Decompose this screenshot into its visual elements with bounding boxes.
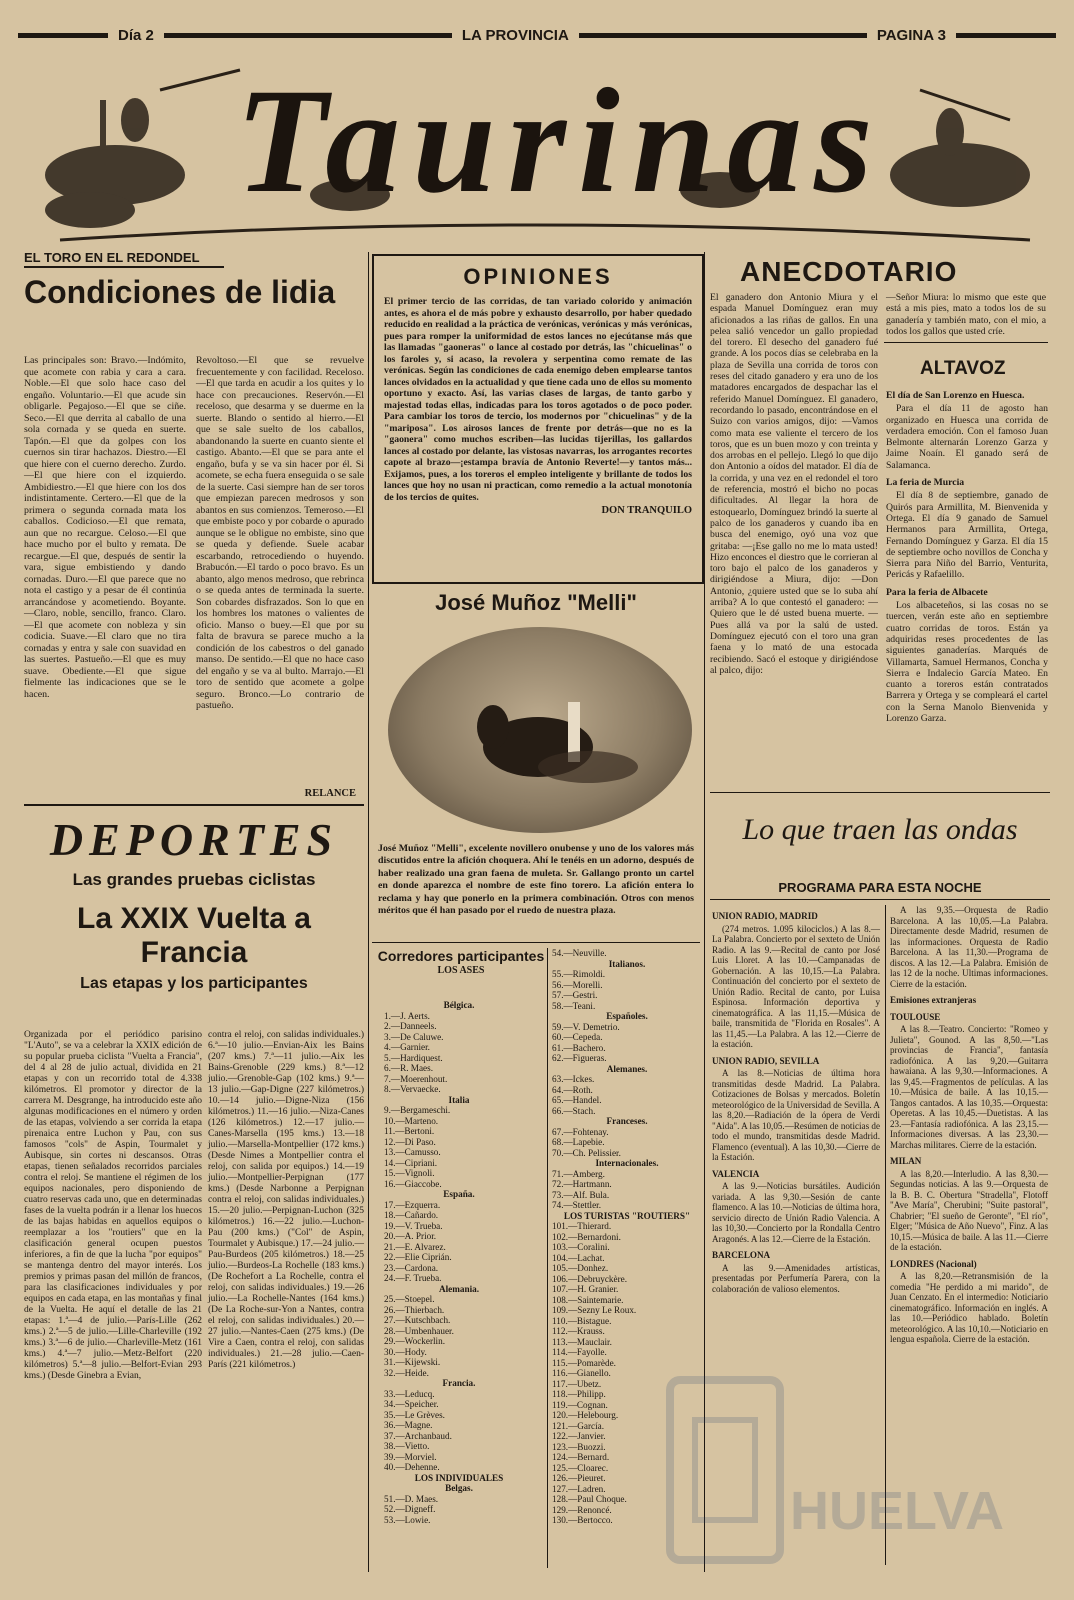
anecdotario-text-right: —Señor Miura: lo mismo que este que está a mis pies, mato a todos los de su ganadería y también mato, con el mio, a todos los gallos que usted críe.: [886, 292, 1046, 337]
rider-entry: 14.—Cipriani.: [384, 1157, 438, 1168]
masthead-rule: [956, 33, 1056, 38]
rider-entry: 61.—Bachero.: [552, 1042, 606, 1053]
rider-entry: Bélgica.: [443, 1000, 475, 1010]
rider-entry: LOS TURISTAS "ROUTIERS": [563, 1210, 691, 1221]
rider-entry: LOS INDIVIDUALES: [414, 1472, 504, 1483]
rider-entry: 26.—Thierbach.: [384, 1304, 445, 1315]
rider-entry: 52.—Digneff.: [384, 1504, 436, 1514]
rider-entry: Belgas.: [445, 1483, 473, 1493]
divider: [372, 942, 700, 943]
rider-entry: 18.—Cañardo.: [384, 1210, 439, 1220]
bullfighter-photo-illustration: [388, 627, 692, 833]
vuelta-text-right: contra el reloj, con salidas individuales.) 6.ª—10 julio.—Envian-Aix les Bains (207 kms.) 7.ª—11 julio.—Aix les Bains-Grenoble (229 kms.) 8.ª—12 julio.—Grenoble-Gap (102 kms.) 9.ª—13 julio.—Gap-Digne (227 kilómetros.) 10.—14 julio.—Digne-Niza (156 kilómetros.) 11.—16 julio.—Niza-Canes (126 kilómetros.) 12.—17 julio.—Canes-Marsella (195 kms.) 13.—18 julio.—Marsella-Montpellier (172 kms.) (Desde Nimes a Montpellier contra el reloj, con salida por equipos.) 14.—19 julio.—Montpellier-Perpignan (177 kms.) (Desde Narbonne a Perpignan contra el reloj, con salidas individuales.) 15.—20 julio.—Perpignan-Luchon (325 kilómetros.) 16.—22 julio.—Luchon-Pau (200 kms.) ("Col" de Aspin, Tourmalet y Aubisque.) 17.—24 julio.—Pau-Burdeos (205 kilómetros.) 18.—25 julio.—Burdeos-La Rochelle (183 kms.) (De Rochefort a La Rochelle, contra el reloj, con salidas individuales.) 19.—26 julio.—La Rochelle-Nantes (164 kms.) (De La Roche-sur-Yon a Nantes, contra el reloj, con salidas individuales.) 20.—27 julio.—Nantes-Caen (275 kms.) (De Vire a Caen, contra el reloj, con salidas individuales.) 21.—28 julio.—Caen-París (221 kilómetros.): [208, 1030, 364, 1370]
rider-entry: 64.—Roth.: [552, 1084, 593, 1095]
rider-entry: 117.—Ubetz.: [552, 1378, 602, 1389]
rider-entry: 33.—Leducq.: [384, 1388, 435, 1399]
rider-entry: 55.—Rimoldi.: [552, 969, 606, 979]
rider-entry: 37.—Archanbaud.: [384, 1430, 452, 1441]
rider-entry: Internacionales.: [595, 1158, 659, 1168]
melli-article: [372, 590, 700, 616]
rider-entry: 114.—Fayolle.: [552, 1347, 607, 1357]
rider-entry: 5.—Hardiquest.: [384, 1052, 443, 1063]
toro-signature: RELANCE: [304, 788, 356, 799]
toro-article: [24, 252, 364, 310]
rider-entry: 28.—Umbenhauer.: [384, 1325, 454, 1336]
section-text: A las 8,20.—Interludio. A las 8,30.—Segundas noticias. A las 9.—Orquesta de la B. B. C. Obertura "Stradella", Flotoff "Ave María", Cherubini; "Suite pastoral", Chabrier; "El sueño de Geronte", "El río", Elger; "Música de Año Nuevo", Finz. A las 10,15.—Música de baile. A las 11.—Cierre de la estación.: [890, 1168, 1048, 1252]
rider-entry: 29.—Wockerlin.: [384, 1336, 446, 1346]
programa-title: PROGRAMA PARA ESTA NOCHE: [778, 880, 982, 895]
rider-entry: 35.—Le Grèves.: [384, 1409, 445, 1420]
rider-entry: 24.—F. Trueba.: [384, 1273, 442, 1283]
section-text: A las 8.—Teatro. Concierto: "Romeo y Julieta", Gounod. A las 8,50.—"Las provincias de Francia", fantasía radiofónica. A las 9,20.—Guitarra hawaiana. A las 9,30.—Informaciones. A las 9,45.—Fragmentos de películas. A las 10.—Música de baile. A las 10,15.—Tangos cantados. A las 10,35.—Orquesta: Operetas. A las 10,45.—Duetistas. A las 23.—Fantasía radiofónica. A las 23,15.—Informaciones diversas. A las 23,30.—Marchas militares. Cierre de la estación.: [890, 1024, 1048, 1150]
rider-entry: 126.—Pieuret.: [552, 1473, 606, 1483]
rider-entry: Italia: [448, 1094, 470, 1105]
rider-entry: 27.—Kutschbach.: [384, 1315, 451, 1325]
rider-entry: Italianos.: [608, 958, 646, 969]
radio-right: [890, 905, 1048, 1345]
rider-entry: España.: [443, 1189, 475, 1199]
radio-left: [712, 905, 880, 1294]
rider-entry: 68.—Lapebie.: [552, 1137, 605, 1147]
rider-entry: Alemanes.: [606, 1063, 648, 1074]
rider-entry: 34.—Speicher.: [384, 1399, 439, 1409]
rider-entry: 38.—Vietto.: [384, 1441, 430, 1451]
rider-entry: 19.—V. Trueba.: [384, 1220, 443, 1231]
masthead-page: PAGINA 3: [876, 26, 946, 44]
deportes-header: [24, 814, 364, 994]
masthead-day: Día 2: [118, 26, 154, 44]
altavoz-title: ALTAVOZ: [920, 358, 1006, 379]
rider-entry: 10.—Marteno.: [384, 1115, 439, 1126]
riders-list-1: [384, 1000, 534, 1525]
rider-entry: 30.—Hody.: [384, 1346, 427, 1357]
rider-entry: 6.—R. Maes.: [384, 1063, 433, 1073]
vuelta-text-left: Organizada por el periódico parisino "L'Auto", se va a celebrar la XXIX edición de su popular prueba ciclista "Vuelta a Francia", del 4 al 28 de julio actual, dividida en 21 etapas y con un recorrido total de 4.338 kilómetros. El promotor y director de la carrera M. Desgrange, ha introducido este año algunas modificaciones en el número y orden de las etapas, volviendo a ser corrida la etapa pirenaica entre Luchon y Pau, con sus famosos "cols" de Aspin, Tourmalet y Aubisque, sin cortes ni descansos. Otras etapas, tienen señalados recorridos parciales contra el reloj. Se mantiene el régimen de los equipos nacionales, pero disponiendo de cuatro reservas cada uno, que en determinadas fases de la vuelta podrán ir a llenar los huecos de las bajas habidas en aquellos equipos o reemplazar a los "routiers" que en la clasificación general ocupen puestos inferiores, a fin de que la lucha "por equipos" se mantenga dentro del mayor interés. Los premios y primas pasan del millón de francos, para las clasificaciones individuales y por equipos en cada etapa, en las montañas y final de la Vuelta. He aquí el detalle de las 21 etapas: 1.ª—4 de julio.—París-Lille (262 kms.) 2.ª—5 de julio.—Lille-Charleville (192 kms.) 3.ª—6 de julio.—Charleville-Metz (161 kms.) 4.ª—7 julio.—Metz-Belfort (220 kilómetros) 5.ª—8 julio.—Belfort-Evian 293 kms.) (Desde Ginebra a Evian,: [24, 1030, 202, 1381]
masthead-rule: [164, 33, 452, 38]
melli-headline: José Muñoz "Melli": [435, 590, 637, 615]
toro-text-right: Revoltoso.—El que se revuelve frecuentemente y con facilidad. Receloso.—El que tarda en acudir a los quites y lo hace con precauciones. Reservón.—El receloso, que desarma y se duerme en la suerte. Blando o sentido al hierro.—El que se sale suelto de los caballos, abandonando la suerte en cuanto siente el castigo. Abanto.—El que se para ante el engaño, bufa y se va sin hacer por él. Si acomete, se echa fuera enseguida o se sale de la suerte. Casi siempre han de ser toros que empiezan parecen medrosos y son abantos en sus comienzos. Temeroso.—El que embiste poco y por cobarde o apurado aunque se le obligue no embiste, sino que se queda y defiende. Suele acabar escarbando, retrocediendo o huyendo. Brabucón.—El tardo o poco bravo. Es un abanto, algo menos medroso, que rebrinca o se queda antes de terminada la suerte. Son cobardes disfrazados. Son lo que en los hombres los matones o valientes de oficio. Manso o buey.—El que por su falta de bravura se parece mucho a la condición de los cabestros o del ganado manso. De sentido.—El que no hace caso del engaño y se va al bulto. Marrajo.—El toro de sentido que acomete a golpe seguro. Bronco.—Lo contrario de pastueño.: [196, 355, 364, 711]
rider-entry: 123.—Buozzi.: [552, 1441, 606, 1452]
rider-entry: 122.—Janvier.: [552, 1431, 606, 1441]
toro-text-left: Las principales son: Bravo.—Indómito, que acomete con rabia y cara a cara. Noble.—El que solo hace caso del engaño. Voluntario.—El que acude sin obligarle. Pegajoso.—El que se ciñe. Seco.—El que derrita al caballo de una sola cornada y se queda en suerte. Tapón.—El que da golpes con los cuernos sin tirar hachazos. Diestro.—El que hiere con el cuerno derecho. Zurdo.—El que hiere con el izquierdo. Ambidiestro.—El que hiere con los dos indistintamente. Certero.—El que de la primera o segunda cornada mata los caballos. Codicioso.—El que remata, aun que no recargue. Celoso.—El que hace mucho por el bulto y remata. De recargue.—El que, después de sentir la vara, sigue embistiendo y dando cornadas. Duro.—El que parece que no nota el castigo y a pesar de él continúa arrancándose y acometiendo. Boyante.—Claro, noble, sencillo, franco. Claro.—El que acomete con nobleza y sin codicia. Suave.—El claro que no tira cornadas y entra y sale con suavidad en las suertes. Pastueño.—El que es muy suave. Obediente.—El que sigue fielmente las indicaciones que se le hacen.: [24, 355, 186, 700]
toro-kicker: EL TORO EN EL REDONDEL: [24, 250, 200, 265]
rider-entry: 4.—Garnier.: [384, 1042, 430, 1052]
rider-entry: 104.—Lachat.: [552, 1252, 605, 1263]
rider-entry: 32.—Heide.: [384, 1367, 429, 1378]
stamp-text: HUELVA: [790, 1481, 1004, 1541]
rider-entry: 16.—Giaccobe.: [384, 1178, 442, 1189]
section-heading: El día de San Lorenzo en Huesca.: [886, 390, 1025, 401]
rider-entry: 54.—Neuville.: [552, 948, 607, 958]
section-heading: VALENCIA: [712, 1168, 760, 1179]
section-text: Para el día 11 de agosto han organizado en Huesca una corrida de verdadera emoción. Con el famoso Juan Belmonte alternarán Lorenzo Garza y Jaime Noaín. El ganado será de Salamanca.: [886, 403, 1048, 471]
taurinas-banner: [20, 60, 1050, 250]
rider-entry: 13.—Camusso.: [384, 1147, 441, 1157]
masthead-rule: [18, 33, 108, 38]
rider-entry: 128.—Paul Choque.: [552, 1494, 627, 1504]
section-text: A las 8,20.—Retransmisión de la comedia "He perdido a mi marido", de Juan Cenzato. En el intermedio: Noticiario cinematográfico. Información en inglés. A las 10.—Periódico hablado. Boletín meteorológico. A las 10,10.—Noticiario en lengua española. Cierre de la estación.: [890, 1271, 1048, 1344]
toro-headline: Condiciones de lidia: [24, 274, 336, 311]
rider-entry: 65.—Handel.: [552, 1095, 602, 1105]
rider-entry: 107.—H. Granier.: [552, 1284, 619, 1294]
deportes-headline: La XXIX Vuelta a Francia: [77, 902, 311, 969]
rider-entry: 118.—Philipp.: [552, 1389, 606, 1399]
opiniones-body: El primer tercio de las corridas, de tan variado colorido y animación antes, es ahora el de más pobre y exhausto desarrollo, por haber quedado reducido en realidad a la práctica de verónicas, verónicas y más verónicas, pues para romper la uniformidad de estos lances no ejecútanse más que las llamadas "gaoneras" o lance al costado por detrás, las "chicuelinas" o los faroles y, si acaso, la revolera y serpentina como remate de las verónicas. Según las condiciones de cada enemigo deben emplearse tantos lances olvidados en la actualidad y que tiene cada uno de ellos su momento oportuno y exacto. Así, las varias clases de largas, de tanto garbo y majestad todas ellas, indicadas para los toros agotados o de poco poder. Para cambiar los toros de tercio, los modernos por "chicuelinas" y de la "mariposa". Los airosos lances de frente por detrás—que no es la "gaonera" como muchos escriben—las lucidas tijerillas, los gallardos lances al costado por delante, las vistosas navarras, los arrogantes recortes capote al brazo—¡estampa bravía de Antonio Reverte!—y tantos más... Exijamos, pues, a los toreros el empleo inteligente y brillante de todos los lances que hoy no usan ni practican, como remedio a la actual monotonía de los tercios de quites.: [384, 296, 692, 503]
rider-entry: 9.—Bergameschi.: [384, 1105, 451, 1115]
section-heading: Para la feria de Albacete: [886, 586, 988, 598]
rider-entry: 125.—Cloarec.: [552, 1462, 609, 1473]
rider-entry: 73.—Alf. Bula.: [552, 1189, 610, 1200]
rider-entry: 3.—De Caluwe.: [384, 1031, 444, 1042]
rider-entry: 121.—García.: [552, 1420, 605, 1431]
rider-entry: 119.—Cognan.: [552, 1399, 608, 1410]
rider-entry: 53.—Lowie.: [384, 1514, 431, 1525]
rider-entry: 116.—Gianello.: [552, 1368, 611, 1378]
rider-entry: 40.—Dehenne.: [384, 1462, 440, 1472]
rider-entry: 22.—Elie Ciprián.: [384, 1252, 452, 1262]
divider: [884, 342, 1048, 343]
section-heading: TOULOUSE: [890, 1011, 941, 1022]
opiniones-signature: DON TRANQUILO: [601, 505, 692, 516]
rider-entry: 115.—Pomarède.: [552, 1357, 616, 1368]
rider-entry: 21.—E. Alvarez.: [384, 1241, 446, 1252]
rider-entry: 60.—Cepeda.: [552, 1032, 603, 1042]
rider-entry: 130.—Bertocco.: [552, 1515, 613, 1525]
anecdotario-text-left: El ganadero don Antonio Miura y el espada Manuel Domínguez eran muy aficionados a las riñas de gallos. En una pelea salió vencedor un gallo propiedad del torero. El desecho del ganadero fué grande. A los pocos días se celebraba en la plaza de Sevilla una corrida de toros con reses del citado ganadero y era uno de los matadores encargados de despachar las el referido Manuel Domínguez. El ganadero, recordando lo pasado, encontrándose en el Suizo con varios amigos, dijo: —Vamos como mata ese valiente el tercero de los toros, que es un buen mozo y con treinta y dos arrobas en el pellejo. Llegó lo que dijo don Antonio a oídos del matador. El día de la corrida, y una vez en el redondel el toro de referencia, mostró el bicho no pocas dificultades. Al llegar la hora de estoquearlo, Domínguez brindó la suerte al palco de los ganaderos y cuando iba en busca del enemigo, oyó una voz que gritaba: —¡Ese gallo no me lo mata usted! Hizo enconces el diestro que le corrieran al toro bajo el palco de los ganaderos y dirigiéndose a Miura, dijo: —Don Antonio, ¿quiere usted que se lo suba ahí arriba? A lo que contestó el ganadero: —Quiero que le dé usted buena muerte. —Pues allá va por la salú de usted. Domínguez ejecutó con el toro una gran faena y lo mató de una estocada recibiendo. Sacó el estoque y dirigiéndose al palco, dijo:: [710, 292, 878, 676]
rider-entry: 102.—Bernardoni.: [552, 1231, 621, 1242]
rider-entry: 17.—Ezquerra.: [384, 1199, 441, 1210]
rider-entry: 106.—Debruyckère.: [552, 1273, 628, 1284]
melli-caption: José Muñoz "Melli", excelente novillero onubense y uno de los valores más discutidos entre la afición choquera. Ahí le tenéis en un adorno, después de haber realizado una gran faena de muleta. Sr. Gallango pronto un cartel en donde aparezca el nombre de este fino torero. La afición entera lo reclama y hay que ponerlo en la primera combinación. Otros con menos méritos que él han pasado por el ruedo de nuestra plaza.: [378, 843, 694, 917]
deportes-kicker: Las grandes pruebas ciclistas: [72, 870, 316, 889]
section-heading: LONDRES (Nacional): [890, 1258, 977, 1269]
rider-entry: 70.—Ch. Pelissier.: [552, 1147, 621, 1158]
rider-entry: 127.—Ladren.: [552, 1483, 606, 1494]
section-heading: Emisiones extranjeras: [890, 995, 977, 1005]
rider-entry: 59.—V. Demetrio.: [552, 1021, 620, 1032]
masthead: [18, 24, 1056, 46]
rider-entry: 15.—Vignoli.: [384, 1168, 435, 1178]
corredores-title: Corredores participantes: [377, 948, 545, 964]
rider-entry: 74.—Stettler.: [552, 1200, 601, 1210]
rider-entry: Francia.: [442, 1378, 476, 1388]
melli-photo: [388, 627, 692, 833]
divider: [710, 792, 1050, 793]
section-text: A las 8.—Noticias de última hora transmitidas desde Madrid. La Palabra. Cotizaciones de Bolsas y mercados. Boletín meteorológico de la Universidad de Sevilla. A las 8,20.—Radiación de la ópera de Verdi "Aida". A las 10,05.—Resúmen de noticias de todo el mundo, transmitidas desde Madrid. Flamenco (eventual). A las 10,30.—Cierre de la Estación.: [712, 1068, 880, 1162]
rider-entry: 66.—Stach.: [552, 1105, 596, 1116]
rider-entry: 110.—Bistague.: [552, 1315, 612, 1326]
rider-entry: Franceses.: [606, 1116, 648, 1126]
rider-entry: 109.—Sezny Le Roux.: [552, 1305, 637, 1315]
rider-entry: 108.—Saintemarie.: [552, 1294, 624, 1305]
rider-entry: 103.—Coralini.: [552, 1242, 610, 1252]
rider-entry: 129.—Renoncé.: [552, 1504, 612, 1515]
masthead-paper: LA PROVINCIA: [461, 26, 569, 44]
opiniones-box: [372, 254, 704, 584]
rider-entry: 124.—Bernard.: [552, 1452, 610, 1462]
section-text: A las 9.—Noticias bursátiles. Audición variada. A las 9,30.—Sesión de cante flamenco. A las 10.—Noticias de última hora, servicio directo de Unión Radio Valencia. A las 10,30.—Concierto por la Rondalla Centro Aragonés. A las 12.—Cierre de la Estación.: [712, 1181, 880, 1244]
masthead-rule: [579, 33, 867, 38]
shield-icon: [660, 1360, 960, 1580]
rider-entry: 63.—Ickes.: [552, 1074, 595, 1084]
rider-entry: 25.—Stoepel.: [384, 1294, 435, 1304]
rider-entry: 23.—Cardona.: [384, 1262, 439, 1273]
section-text: (274 metros. 1.095 kilociclos.) A las 8.—La Palabra. Concierto por el sexteto de Unión Radio. A las 9.—Recital de canto por José Luis Lloret. A las 10.—Campanadas de Gobernación. A las 10,15.—La Palabra. Continuación del concierto por el sexteto de Unión Radio. Recital de canto, por Luisa Espinosa. Información deportiva y cinematográfica. A las 11,15.—Música de baile, transmitida de "Florida en Rosales". A las 11,45.—La Palabra. A las 12.—Cierre de la estación.: [712, 923, 880, 1049]
rider-entry: 2.—Danneels.: [384, 1021, 437, 1031]
rider-entry: 31.—Kijewski.: [384, 1357, 441, 1367]
rider-entry: Españoles.: [606, 1011, 648, 1021]
rider-entry: 51.—D. Maes.: [384, 1493, 439, 1504]
rider-entry: 12.—Di Paso.: [384, 1136, 436, 1147]
section-heading: MILAN: [890, 1156, 922, 1166]
column-rule: [547, 948, 548, 1568]
anecdotario-title: ANECDOTARIO: [740, 256, 958, 287]
rider-entry: 113.—Mauclair.: [552, 1336, 612, 1347]
section-heading: BARCELONA: [712, 1250, 771, 1260]
rider-entry: 56.—Morelli.: [552, 979, 603, 990]
column-rule: [368, 252, 369, 1572]
rider-entry: 72.—Hartmann.: [552, 1179, 612, 1189]
rider-entry: 20.—A. Prior.: [384, 1231, 437, 1241]
corredores-sub: LOS ASES: [437, 965, 485, 976]
divider: [24, 804, 364, 806]
rider-entry: Alemania.: [438, 1283, 480, 1294]
section-text: El día 8 de septiembre, ganado de Quirós para Armillita, M. Bienvenida y Ortega. El día 9 ganado de Samuel Hermanos para Armillita, Ortega, Fernando Domínguez y Garza. El día 15 de septiembre ocho novillos de Concha y Sierra para Niño del Barrio, Venturita, Pericás y Rafaelillo.: [886, 490, 1048, 581]
section-heading: UNION RADIO, MADRID: [712, 911, 818, 921]
rider-entry: 57.—Gestri.: [552, 990, 598, 1000]
rider-entry: 120.—Helebourg.: [552, 1410, 619, 1420]
rider-entry: 67.—Fohtenay.: [552, 1126, 609, 1137]
rider-entry: 8.—Vervaecke.: [384, 1084, 441, 1094]
deportes-title: DEPORTES: [49, 814, 339, 865]
rider-entry: 11.—Bertoni.: [384, 1126, 435, 1136]
rider-entry: 105.—Donhez.: [552, 1263, 609, 1273]
rider-entry: 39.—Morviel.: [384, 1451, 437, 1462]
section-title: Taurinas: [235, 58, 885, 224]
library-stamp: [660, 1360, 1004, 1580]
rider-entry: 1.—J. Aerts.: [384, 1010, 430, 1021]
ondas-banner: Lo que traen las ondas: [742, 813, 1018, 846]
rider-entry: 101.—Thierard.: [552, 1221, 612, 1231]
rider-entry: 58.—Teani.: [552, 1000, 596, 1011]
corredores-header: [376, 948, 546, 977]
divider: [24, 266, 224, 268]
section-text: A las 9.—Amenidades artísticas, presentadas por Perfumería Parera, con la colaboración de valioso elementos.: [712, 1262, 880, 1294]
rider-entry: 62.—Figueras.: [552, 1053, 607, 1063]
rider-entry: 112.—Krauss.: [552, 1326, 605, 1336]
opiniones-title: OPINIONES: [463, 264, 613, 289]
section-text: A las 9,35.—Orquesta de Radio Barcelona. A las 10,05.—La Palabra. Directamente desde Madrid, resumen de las informaciones. Orquesta de Radio Barcelona. A las 11,30.—Programa de discos. A las 12.—La Palabra. Emisión de las 12 de la noche. Ultimas informaciones. Cierre de la estación.: [890, 905, 1048, 989]
divider: [710, 899, 1050, 900]
rider-entry: 71.—Amberg.: [552, 1168, 605, 1179]
rider-entry: 7.—Moerenhout.: [384, 1073, 448, 1084]
altavoz-body: [886, 384, 1048, 724]
section-text: Los albaceteños, si las cosas no se tuercen, verán este año en septiembre cuatro corridas de toros. Están ya adquiridas reses procedentes de las siguientes ganaderías. Marqués de Villamarta, Samuel Hermanos, Concha y Sierra e Indalecio García Mateo. En cuanto a toreros están contratados Barrera y Ortega y se compleará el cartel con la Serna Manolo Bienvenida y Lorenzo Garza.: [886, 600, 1048, 725]
rider-entry: 36.—Magne.: [384, 1420, 433, 1430]
section-heading: La feria de Murcia: [886, 477, 965, 489]
section-heading: UNION RADIO, SEVILLA: [712, 1055, 820, 1066]
deportes-subhead: Las etapas y los participantes: [80, 975, 308, 992]
